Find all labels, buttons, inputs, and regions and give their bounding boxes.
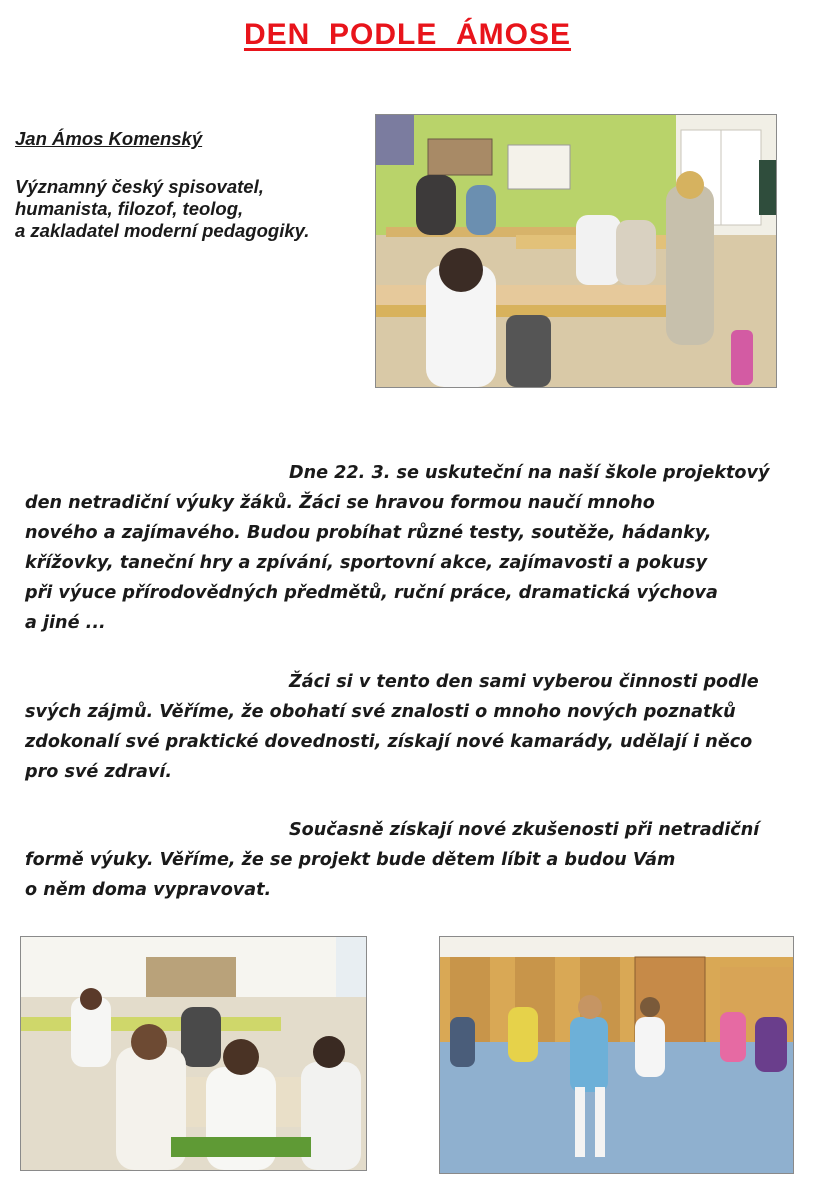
paragraph-line: při výuce přírodovědných předmětů, ruční práce, dramatická výchova (25, 583, 718, 603)
paragraph-line: svých zájmů. Věříme, že obohatí své znalosti o mnoho nových poznatků (25, 702, 736, 722)
page-title: DEN PODLE ÁMOSE (243, 18, 572, 51)
paragraph-line: o něm doma vypravovat. (25, 880, 272, 900)
paragraph-line: a jiné ... (25, 613, 106, 633)
intro-line: humanista, filozof, teolog, (15, 198, 244, 219)
paragraph-line: Dne 22. 3. se uskuteční na naší škole projektový (289, 463, 770, 483)
person-name: Jan Ámos Komenský (15, 128, 203, 149)
paragraph-line: Žáci si v tento den sami vyberou činnosti podle (289, 672, 759, 692)
paragraph-line: pro své zdraví. (25, 762, 173, 782)
paragraph-line: den netradiční výuky žáků. Žáci se hravou formou naučí mnoho (25, 493, 655, 513)
intro-line: a zakladatel moderní pedagogiky. (15, 220, 310, 241)
paragraph-2 (25, 667, 785, 787)
intro-block (15, 128, 365, 242)
paragraph-line: zdokonalí své praktické dovednosti, získají nové kamarády, udělají i něco (25, 732, 753, 752)
paragraph-1 (25, 458, 785, 638)
gym-dance-photo (439, 936, 794, 1174)
paragraph-line: křížovky, taneční hry a zpívání, sportovní akce, zajímavosti a pokusy (25, 553, 708, 573)
paragraph-3 (25, 815, 785, 905)
intro-line: Významný český spisovatel, (15, 176, 264, 197)
paragraph-line: Současně získají nové zkušenosti při netradiční (289, 820, 760, 840)
classroom-photo (375, 114, 777, 388)
lab-coat-students-photo (20, 936, 367, 1171)
paragraph-line: formě výuky. Věříme, že se projekt bude dětem líbit a budou Vám (25, 850, 676, 870)
paragraph-line: nového a zajímavého. Budou probíhat různé testy, soutěže, hádanky, (25, 523, 712, 543)
